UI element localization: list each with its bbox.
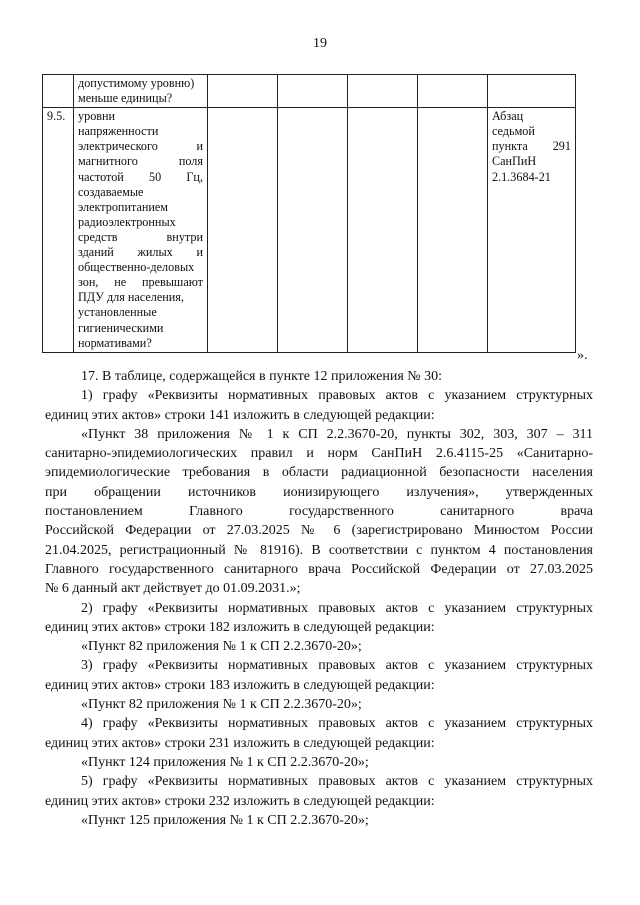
table-cell-number: 9.5. [43, 108, 74, 353]
text-line: единиц этих актов» строки 141 изложить в следующей редакции: [45, 407, 435, 423]
cell-line: 2.1.3684-21 [492, 169, 551, 184]
text-line: единиц этих актов» строки 182 изложить в следующей редакции: [45, 619, 435, 635]
table-cell-empty [418, 108, 488, 353]
paragraph-sub-1 [45, 386, 593, 425]
text-line: постановлением Главного государственного санитарного врача [45, 504, 593, 520]
table-cell-requisites [488, 108, 576, 353]
cell-line: средств внутри [78, 229, 203, 244]
paragraph-sub-4 [45, 714, 593, 753]
text-line: при обращении источников ионизирующего излучения», утвержденных [45, 484, 593, 500]
text-line: 3) графу «Реквизиты нормативных правовых актов с указанием структурных [81, 658, 593, 674]
cell-line: пункта 291 [492, 139, 571, 154]
text-line: 2) графу «Реквизиты нормативных правовых актов с указанием структурных [81, 600, 593, 616]
text-line: санитарно-эпидемиологических правил и норм СанПиН 2.6.4115-25 «Санитарно- [45, 446, 593, 462]
table-cell-requisites [488, 75, 576, 108]
text-line: единиц этих актов» строки 231 изложить в следующей редакции: [45, 735, 435, 751]
paragraph-quote-3: «Пункт 82 приложения № 1 к СП 2.2.3670-20»; [81, 697, 362, 713]
text-line: 1) графу «Реквизиты нормативных правовых актов с указанием структурных [81, 388, 593, 404]
cell-line: зон, не превышают [78, 275, 203, 290]
cell-line: СанПиН [492, 154, 537, 169]
cell-line: седьмой [492, 124, 535, 139]
cell-line: магнитного поля [78, 154, 203, 169]
paragraph-quote-2: «Пункт 82 приложения № 1 к СП 2.2.3670-20»; [81, 639, 362, 655]
cell-line: зданий жилых и [78, 245, 203, 260]
cell-line: уровни [78, 109, 116, 124]
document-body [45, 367, 593, 830]
cell-line: ПДУ для населения, [78, 290, 184, 305]
cell-line: электропитанием [78, 199, 169, 214]
cell-line: электрического и [78, 139, 203, 154]
paragraph-sub-2 [45, 599, 593, 638]
page-number: 19 [313, 36, 327, 51]
text-line: эпидемиологические требования в области радиационной безопасности населения [45, 465, 593, 481]
requirements-table [42, 74, 576, 353]
paragraph-quote-5: «Пункт 125 приложения № 1 к СП 2.2.3670-20»; [81, 812, 369, 828]
table-cell-empty [418, 75, 488, 108]
cell-line: создаваемые [78, 184, 144, 199]
paragraph-sub-5 [45, 772, 593, 811]
text-line: № 6 данный акт действует до 01.09.2031.»; [45, 581, 301, 597]
cell-line: напряженности [78, 124, 159, 139]
table-cell-question [74, 75, 208, 108]
text-line: Российской Федерации от 27.03.2025 № 6 (зарегистрировано Минюстом России [45, 523, 593, 539]
cell-line: общественно-деловых [78, 260, 195, 275]
table-row [43, 75, 576, 108]
text-line: 21.04.2025, регистрационный № 81916). В соответствии с пунктом 4 постановления [45, 542, 593, 558]
text-line: 4) графу «Реквизиты нормативных правовых актов с указанием структурных [81, 716, 593, 732]
cell-line: нормативами? [78, 335, 152, 350]
table-cell-question [74, 108, 208, 353]
table-row [43, 108, 576, 353]
table-cell-empty [348, 75, 418, 108]
cell-line: частотой 50 Гц, [78, 169, 203, 184]
paragraph-quote-4: «Пункт 124 приложения № 1 к СП 2.2.3670-20»; [81, 754, 369, 770]
paragraph-quote-1 [45, 425, 593, 599]
cell-line: Абзац [492, 109, 524, 124]
closing-quote: ». [577, 348, 588, 363]
text-line: Главного государственного санитарного врача Российской Федерации от 27.03.2025 [45, 561, 593, 577]
text-line: единиц этих актов» строки 232 изложить в следующей редакции: [45, 793, 435, 809]
cell-line: меньше единицы? [78, 91, 173, 106]
cell-line: радиоэлектронных [78, 214, 176, 229]
text-line: 5) графу «Реквизиты нормативных правовых актов с указанием структурных [81, 774, 593, 790]
table-cell-empty [348, 108, 418, 353]
table-cell-empty [208, 75, 278, 108]
table-cell-number [43, 75, 74, 108]
text-line: «Пункт 38 приложения № 1 к СП 2.2.3670-20, пункты 302, 303, 307 – 311 [81, 426, 593, 442]
table-cell-empty [208, 108, 278, 353]
table-cell-empty [278, 108, 348, 353]
cell-line: установленные [78, 305, 157, 320]
paragraph-item-17: 17. В таблице, содержащейся в пункте 12 приложения № 30: [81, 369, 443, 384]
text-line: единиц этих актов» строки 183 изложить в следующей редакции: [45, 677, 435, 693]
paragraph-sub-3 [45, 656, 593, 695]
cell-line: допустимому уровню) [78, 76, 195, 90]
cell-line: гигиеническими [78, 320, 164, 335]
table-cell-empty [278, 75, 348, 108]
